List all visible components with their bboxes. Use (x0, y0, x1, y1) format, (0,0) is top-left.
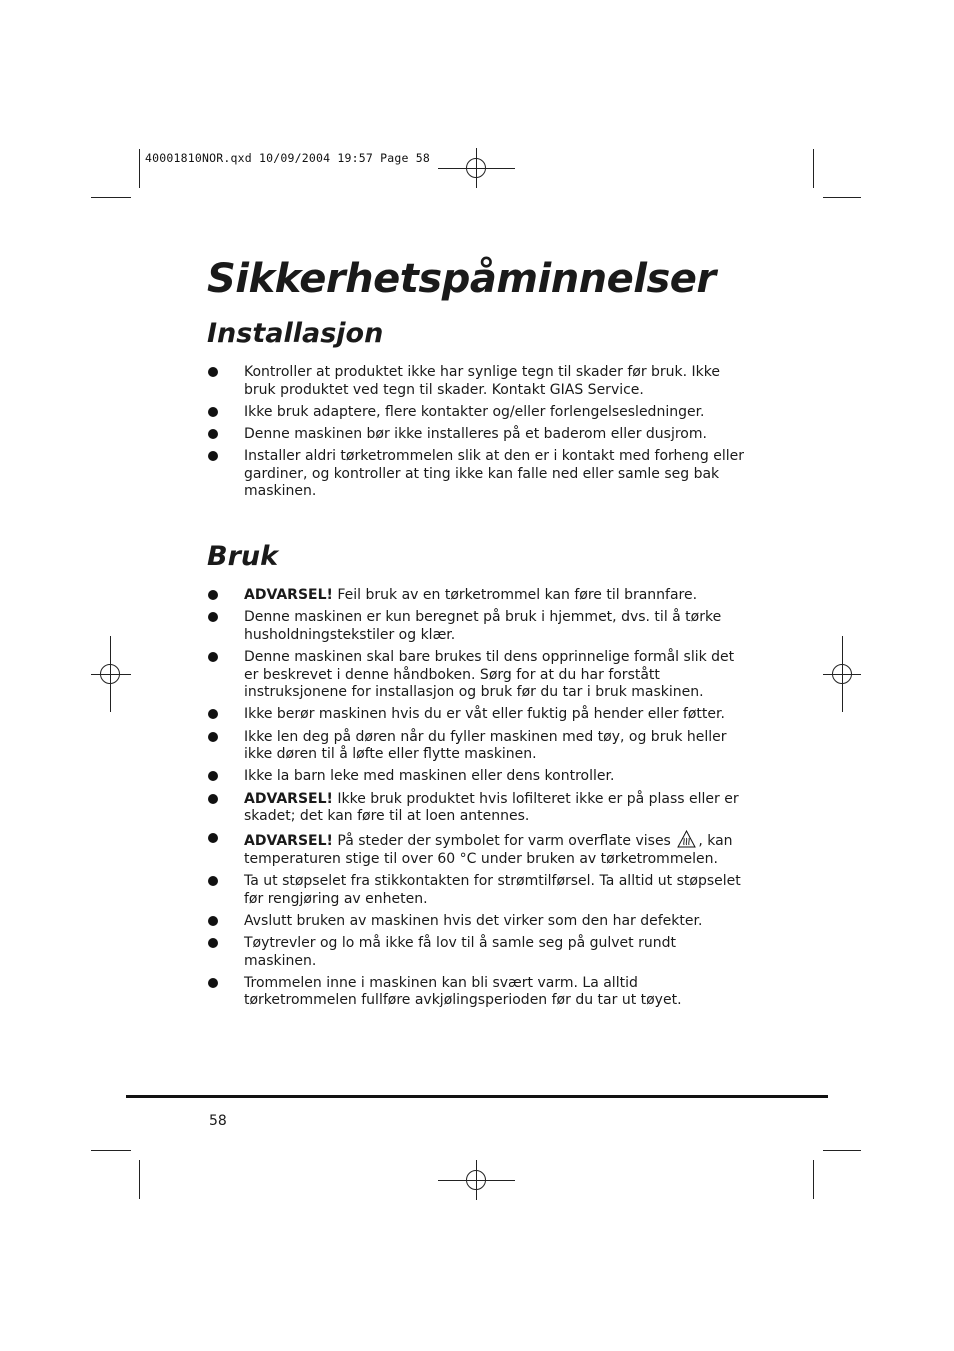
list-item: ADVARSEL! Feil bruk av en tørketrommel kan føre til brannfare. (207, 587, 752, 605)
list-item: Kontroller at produktet ikke har synlige tegn til skader før bruk. Ikke bruk produktet ved tegn til skader. Kontakt GIAS Service. (207, 364, 752, 399)
list-item: Ikke la barn leke med maskinen eller dens kontroller. (207, 768, 752, 786)
list-item: ADVARSEL! På steder der symbolet for varm overflate vises , kan temperaturen stige til over 60 °C under bruken av tørketrommelen. (207, 830, 752, 868)
bullet-icon (208, 652, 218, 662)
bruk-list (207, 587, 752, 1015)
bullet-icon (208, 771, 218, 781)
installasjon-list (207, 364, 752, 506)
footer-rule (126, 1095, 828, 1098)
warning-label: ADVARSEL! (244, 833, 333, 850)
bullet-icon (208, 709, 218, 719)
bullet-icon (208, 451, 218, 461)
list-item: Ikke len deg på døren når du fyller maskinen med tøy, og bruk heller ikke døren til å løfte eller flytte maskinen. (207, 729, 752, 764)
bullet-icon (208, 794, 218, 804)
bullet-icon (208, 916, 218, 926)
bullet-icon (208, 833, 218, 843)
section-heading-bruk: Bruk (207, 541, 279, 572)
registration-mark (466, 158, 486, 178)
crop-mark (823, 197, 861, 198)
page-number: 58 (209, 1113, 227, 1129)
bullet-icon (208, 367, 218, 377)
bullet-icon (208, 876, 218, 886)
bullet-icon (208, 429, 218, 439)
bullet-icon (208, 590, 218, 600)
bullet-icon (208, 978, 218, 988)
page-title: Sikkerhetspåminnelser (207, 256, 716, 302)
list-item: Ta ut støpselet fra stikkontakten for strømtilførsel. Ta alltid ut støpselet før rengjøring av enheten. (207, 873, 752, 908)
registration-mark (466, 1170, 486, 1190)
list-item: Avslutt bruken av maskinen hvis det virker som den har defekter. (207, 913, 752, 931)
list-item: Trommelen inne i maskinen kan bli svært varm. La alltid tørketrommelen fullføre avkjølingsperioden før du tar ut tøyet. (207, 975, 752, 1010)
crop-mark (139, 149, 140, 188)
warning-label: ADVARSEL! (244, 790, 333, 807)
crop-mark (91, 1150, 131, 1151)
crop-mark (813, 1160, 814, 1199)
bullet-icon (208, 732, 218, 742)
list-item: Installer aldri tørketrommelen slik at den er i kontakt med forheng eller gardiner, og kontroller at ting ikke kan falle ned eller samle seg bak maskinen. (207, 448, 752, 501)
crop-mark (91, 197, 131, 198)
hot-surface-warning-icon (677, 830, 696, 848)
list-item: Ikke bruk adaptere, flere kontakter og/eller forlengelsesledninger. (207, 404, 752, 422)
list-item: Ikke berør maskinen hvis du er våt eller fuktig på hender eller føtter. (207, 706, 752, 724)
registration-mark (832, 664, 852, 684)
registration-mark (100, 664, 120, 684)
list-item: Denne maskinen skal bare brukes til dens opprinnelige formål slik det er beskrevet i denne håndboken. Sørg for at du har forstått instruksjonene for installasjon og bruk før du tar i bruk maskinen. (207, 649, 752, 702)
section-heading-installasjon: Installasjon (207, 318, 384, 349)
bullet-icon (208, 938, 218, 948)
crop-mark (139, 1160, 140, 1199)
bullet-icon (208, 407, 218, 417)
crop-mark (823, 1150, 861, 1151)
list-item: ADVARSEL! Ikke bruk produktet hvis lofilteret ikke er på plass eller er skadet; det kan føre til at loen antennes. (207, 791, 752, 826)
list-item: Denne maskinen er kun beregnet på bruk i hjemmet, dvs. til å tørke husholdningstekstiler og klær. (207, 609, 752, 644)
bullet-icon (208, 612, 218, 622)
crop-mark (813, 149, 814, 188)
list-item: Tøytrevler og lo må ikke få lov til å samle seg på gulvet rundt maskinen. (207, 935, 752, 970)
print-slug: 40001810NOR.qxd 10/09/2004 19:57 Page 58 (145, 151, 430, 165)
warning-label: ADVARSEL! (244, 587, 333, 603)
list-item: Denne maskinen bør ikke installeres på et baderom eller dusjrom. (207, 426, 752, 444)
